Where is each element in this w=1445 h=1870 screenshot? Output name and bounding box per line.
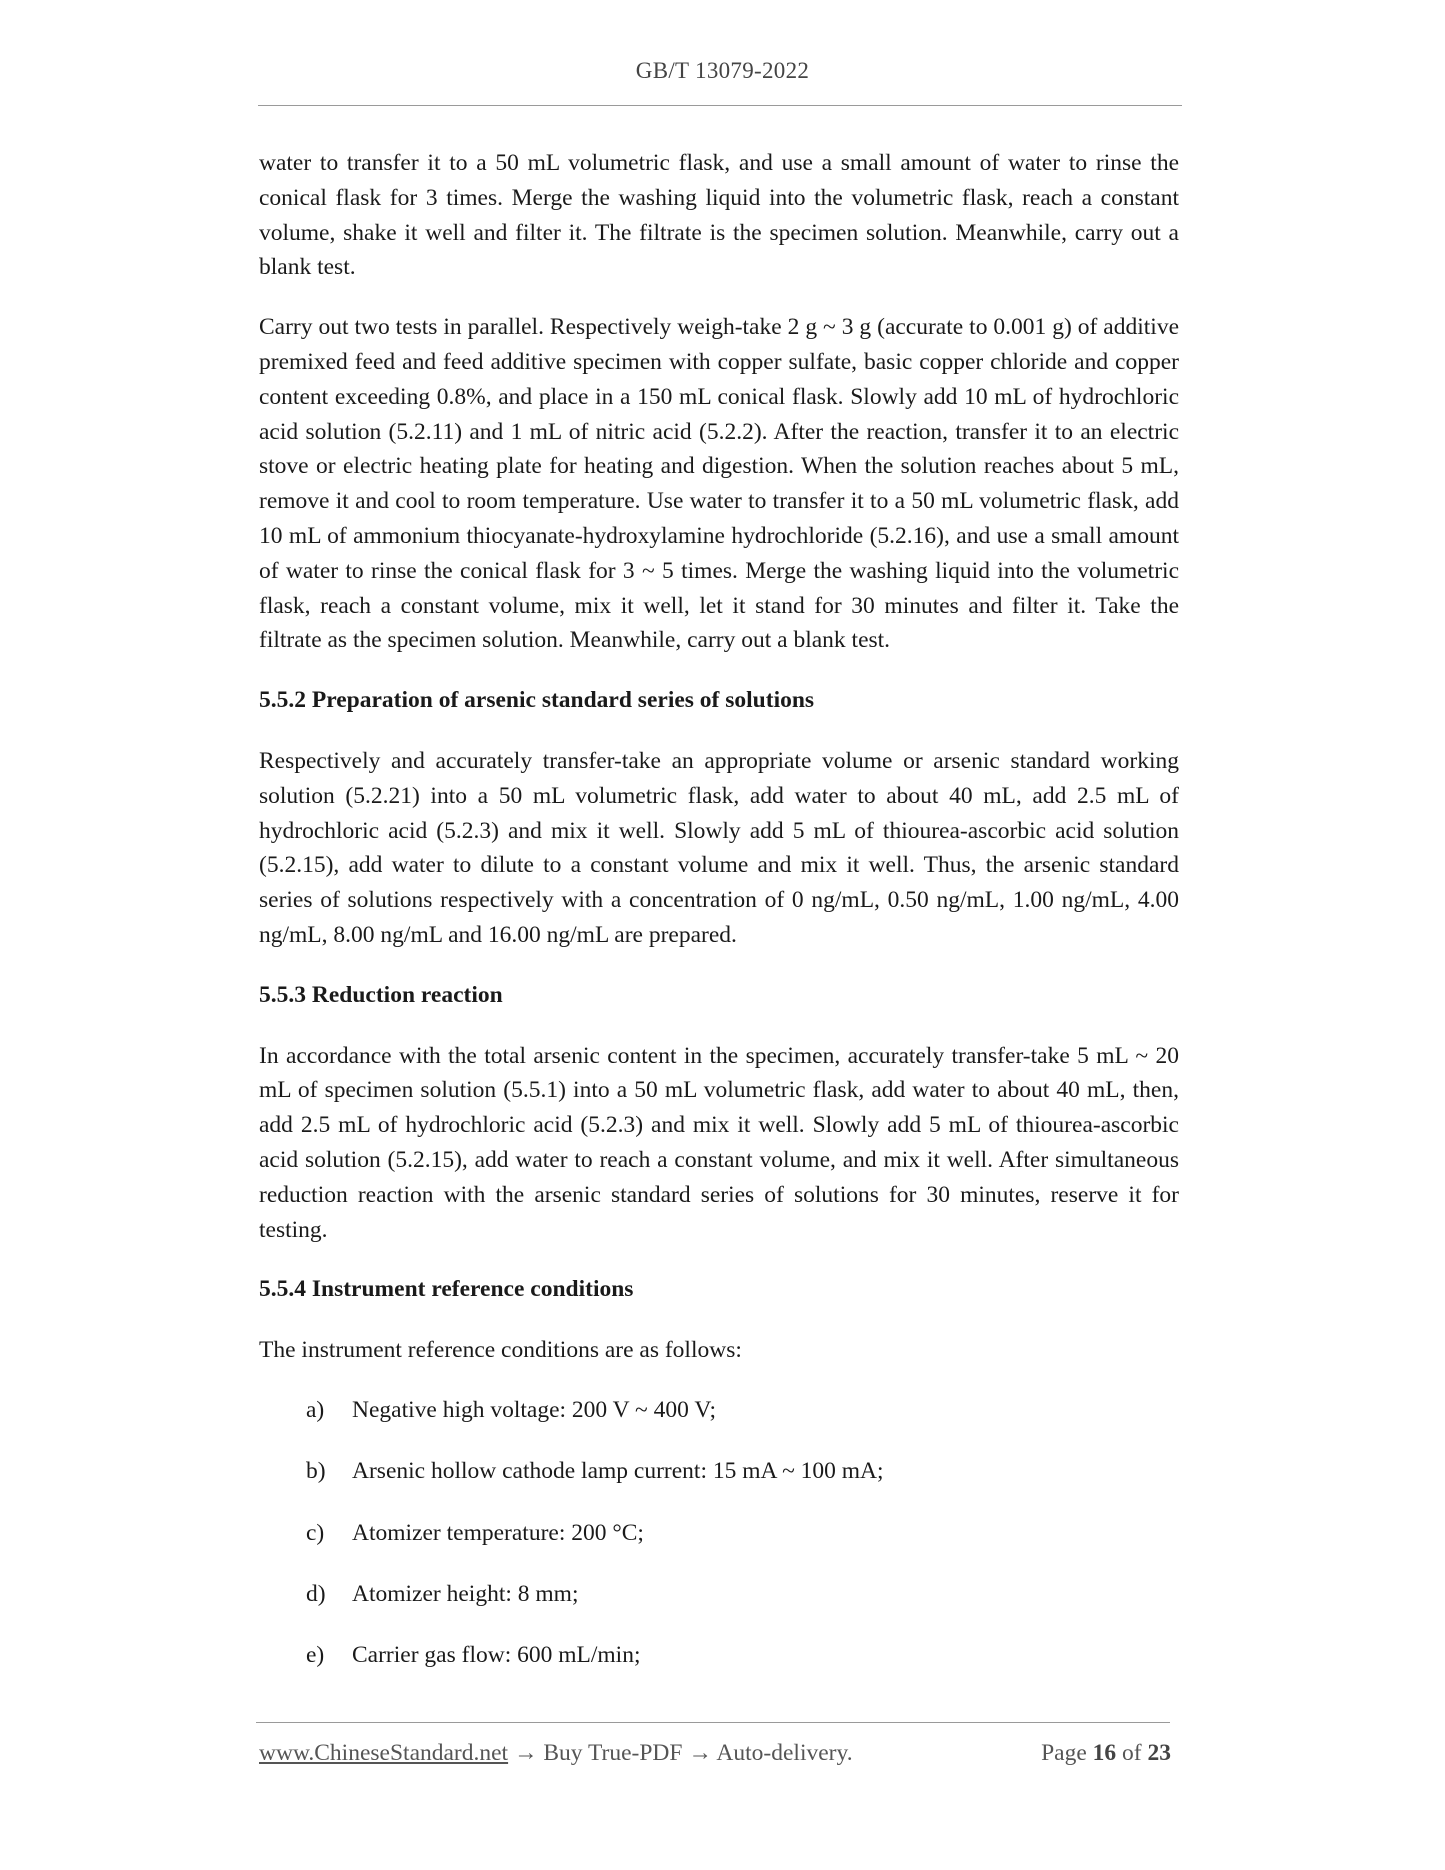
section-heading-5-5-3: 5.5.3 Reduction reaction <box>259 981 503 1008</box>
list-item-text: Atomizer height: 8 mm; <box>352 1580 579 1607</box>
list-marker: c) <box>306 1519 325 1546</box>
auto-delivery-text: Auto-delivery. <box>716 1740 853 1766</box>
paragraph: In accordance with the total arsenic content in the specimen, accurately transfer-take 5 mL ~ 20 mL of specimen solution (5.5.1) into a 50 mL volumetric flask, add water to about 40 mL, then, add 2.5 mL of hydrochloric acid (5.2.3) and mix it well. Slowly add 5 mL of thiourea-ascorbic acid solution (5.2.15), add water to reach a constant volume, and mix it well. After simultaneous reduction reaction with the arsenic standard series of solutions for 30 minutes, reserve it for testing. <box>259 1042 1179 1243</box>
arrow-right-icon: → <box>688 1740 712 1766</box>
paragraph: Carry out two tests in parallel. Respectively weigh-take 2 g ~ 3 g (accurate to 0.001 g) of additive premixed feed and feed additive specimen with copper sulfate, basic copper chloride and copper content exceeding 0.8%, and place in a 150 mL conical flask. Slowly add 10 mL of hydrochloric acid solution (5.2.11) and 1 mL of nitric acid (5.2.2). After the reaction, transfer it to an electric stove or electric heating plate for heating and digestion. When the solution reaches about 5 mL, remove it and cool to room temperature. Use water to transfer it to a 50 mL volumetric flask, add 10 mL of ammonium thiocyanate-hydroxylamine hydrochloride (5.2.16), and use a small amount of water to rinse the conical flask for 3 ~ 5 times. Merge the washing liquid into the volumetric flask, reach a constant volume, mix it well, let it stand for 30 minutes and filter it. Take the filtrate as the specimen solution. Meanwhile, carry out a blank test. <box>259 314 1179 654</box>
page-number <box>1041 1740 1171 1767</box>
list-item-text: Negative high voltage: 200 V ~ 400 V; <box>352 1396 717 1423</box>
paragraph: The instrument reference conditions are as follows: <box>259 1337 742 1364</box>
footer-promo <box>259 1740 853 1767</box>
list-item-text: Carrier gas flow: 600 mL/min; <box>352 1642 641 1669</box>
section-heading-5-5-4: 5.5.4 Instrument reference conditions <box>259 1276 634 1303</box>
total-page-number: 23 <box>1147 1740 1171 1766</box>
paragraph: water to transfer it to a 50 mL volumetric flask, and use a small amount of water to rinse the conical flask for 3 times. Merge the washing liquid into the volumetric flask, reach a constant volume, shake it well and filter it. The filtrate is the specimen solution. Meanwhile, carry out a blank test. <box>259 150 1179 281</box>
page-label: Page <box>1041 1740 1087 1766</box>
list-item <box>259 1393 1179 1428</box>
list-item <box>259 1516 1179 1551</box>
header-divider <box>258 105 1182 106</box>
footer-divider <box>256 1722 1170 1723</box>
list-marker: b) <box>306 1458 326 1485</box>
list-item-text: Atomizer temperature: 200 °C; <box>352 1519 644 1546</box>
list-item <box>259 1577 1179 1612</box>
list-marker: d) <box>306 1580 326 1607</box>
header-standard-number: GB/T 13079-2022 <box>635 58 810 83</box>
page-footer <box>259 1740 1171 1774</box>
current-page-number: 16 <box>1092 1740 1117 1766</box>
list-item <box>259 1454 1179 1489</box>
section-heading-5-5-2: 5.5.2 Preparation of arsenic standard series of solutions <box>259 687 815 714</box>
website-link[interactable]: www.ChineseStandard.net <box>259 1740 509 1766</box>
list-marker: e) <box>306 1642 325 1669</box>
page-body <box>259 146 1179 1699</box>
list-item <box>259 1638 1179 1673</box>
instrument-conditions-list <box>259 1393 1179 1673</box>
list-marker: a) <box>306 1396 325 1423</box>
list-item-text: Arsenic hollow cathode lamp current: 15 mA ~ 100 mA; <box>352 1458 884 1485</box>
buy-true-pdf-text: Buy True-PDF <box>543 1740 683 1766</box>
paragraph: Respectively and accurately transfer-take an appropriate volume or arsenic standard working solution (5.2.21) into a 50 mL volumetric flask, add water to about 40 mL, add 2.5 mL of hydrochloric acid (5.2.3) and mix it well. Slowly add 5 mL of thiourea-ascorbic acid solution (5.2.15), add water to dilute to a constant volume and mix it well. Thus, the arsenic standard series of solutions respectively with a concentration of 0 ng/mL, 0.50 ng/mL, 1.00 ng/mL, 4.00 ng/mL, 8.00 ng/mL and 16.00 ng/mL are prepared. <box>259 747 1179 948</box>
of-label: of <box>1122 1740 1142 1766</box>
arrow-right-icon: → <box>513 1740 538 1766</box>
